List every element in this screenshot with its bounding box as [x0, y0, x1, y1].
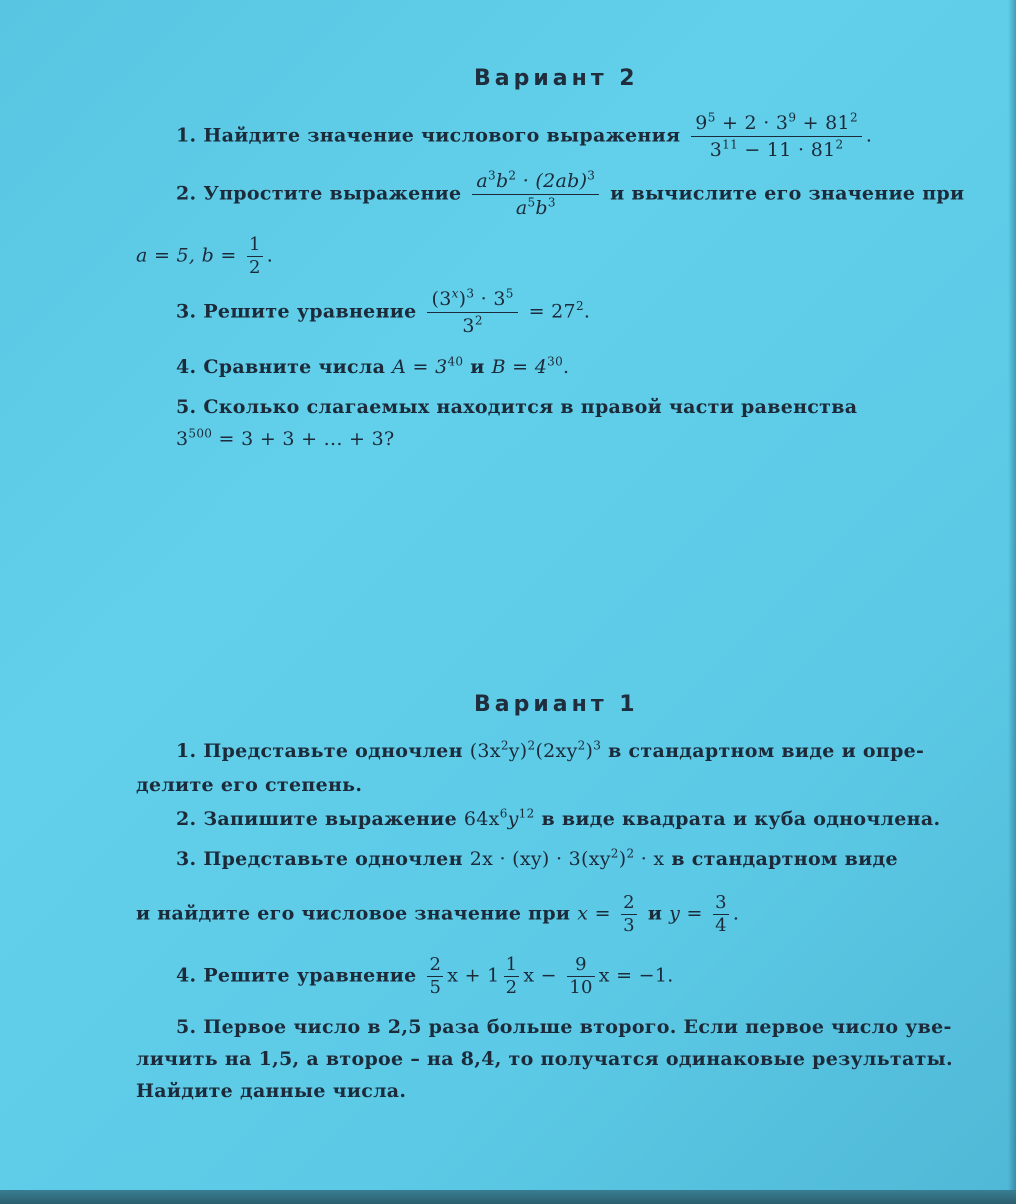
v1-p3-text: 3. Представьте одночлен	[176, 848, 463, 870]
v2-p3-text: 3. Решите уравнение	[176, 300, 417, 323]
v1-problem-3: 3. Представьте одночлен $2x \cdot (xy) \cdot 3(xy^2)^2 \cdot x$ в стандартном виде	[176, 846, 898, 870]
v1-p3-tail: в стандартном виде	[671, 848, 898, 870]
v2-problem-2	[176, 168, 964, 221]
v1-p2-tail: в виде квадрата и куба одночлена.	[541, 808, 941, 830]
v2-problem-5-line2: $3^{500} = 3 + 3$ + ... + 3?	[176, 426, 395, 450]
v1-p2-text: 2. Запишите выражение	[176, 808, 457, 830]
v1-p3-y-fraction: $\frac{3}{4}$	[715, 892, 727, 936]
paper-edge-shadow	[1008, 0, 1016, 1204]
v1-problem-2: 2. Запишите выражение $64x^6y^{12}$ в виде квадрата и куба одночлена.	[176, 806, 941, 830]
v1-problem-1: 1. Представьте одночлен $(3x^2y)^2(2xy^2)^3$ в стандартном виде и опре-	[176, 738, 925, 762]
variant-2-heading: Вариант 2	[474, 66, 639, 91]
v2-p2-text: 2. Упростите выражение	[176, 182, 462, 205]
v2-problem-4: 4. Сравните числа $A = 3^{40}$ и $B = 4^{30}$.	[176, 354, 570, 378]
v1-p4-fraction-1: $\frac{2}{5}$	[429, 954, 442, 998]
bottom-edge-shadow	[0, 1190, 1016, 1204]
v2-problem-5	[176, 396, 857, 418]
v1-problem-5-line3: Найдите данные числа.	[136, 1080, 407, 1102]
v2-p2-half: $\frac{1}{2}$	[248, 234, 261, 278]
v1-problem-1-line2: делите его степень.	[136, 774, 363, 796]
v1-problem-4: 4. Решите уравнение $\frac{2}{5}$ x + 1 $\frac{1}{2}$ x − $\frac{9}{10}$ x = −1.	[176, 954, 674, 998]
v2-p1-fraction: $\frac{9^5 + 2 \cdot 3^9 + 81^2}{3^{11} - 11 \cdot 81^2}$	[691, 110, 862, 163]
v2-problem-2-line2: a = 5, b = $\frac{1}{2}$ .	[136, 234, 274, 278]
v2-p5-text: 5. Сколько слагаемых находится в правой части равенства	[176, 396, 858, 418]
v2-p3-fraction: $\frac{(3^x)^3 \cdot 3^5}{3^2}$	[427, 286, 517, 339]
v1-problem-5-line2: личить на 1,5, а второе – на 8,4, то получатся одинаковые результаты.	[136, 1048, 953, 1070]
v1-p4-text: 4. Решите уравнение	[176, 964, 417, 987]
v1-p3-x-fraction: $\frac{2}{3}$	[623, 892, 635, 936]
v1-p4-fraction-3: $\frac{9}{10}$	[569, 954, 593, 998]
v1-problem-5-line1: 5. Первое число в 2,5 раза больше второго. Если первое число уве-	[176, 1016, 952, 1038]
v1-p4-fraction-2: $\frac{1}{2}$	[505, 954, 518, 998]
v2-p4-text: 4. Сравните числа	[176, 356, 386, 378]
variant-1-heading: Вариант 1	[474, 692, 639, 717]
v2-p1-text: 1. Найдите значение числового выражения	[176, 124, 681, 147]
v2-p2-fraction: $\frac{a^3b^2 \cdot (2ab)^3}{a^5b^3}$	[472, 168, 599, 221]
v1-p1-tail: в стандартном виде и опре-	[608, 740, 925, 762]
v2-problem-1: 1. Найдите значение числового выражения $\frac{9^5 + 2 \cdot 3^9 + 81^2}{3^{11} - 11 \cdot 81^2}$ .	[176, 110, 873, 161]
v1-problem-3-line2: и найдите его числовое значение при x = $\frac{2}{3}$ и y = $\frac{3}{4}$ .	[136, 892, 740, 936]
v1-p1-text: 1. Представьте одночлен	[176, 740, 463, 762]
v2-problem-3: 3. Решите уравнение $\frac{(3^x)^3 \cdot 3^5}{3^2}$ = $27^2$.	[176, 286, 591, 337]
v2-p2-tail: и вычислите его значение при	[610, 182, 965, 205]
